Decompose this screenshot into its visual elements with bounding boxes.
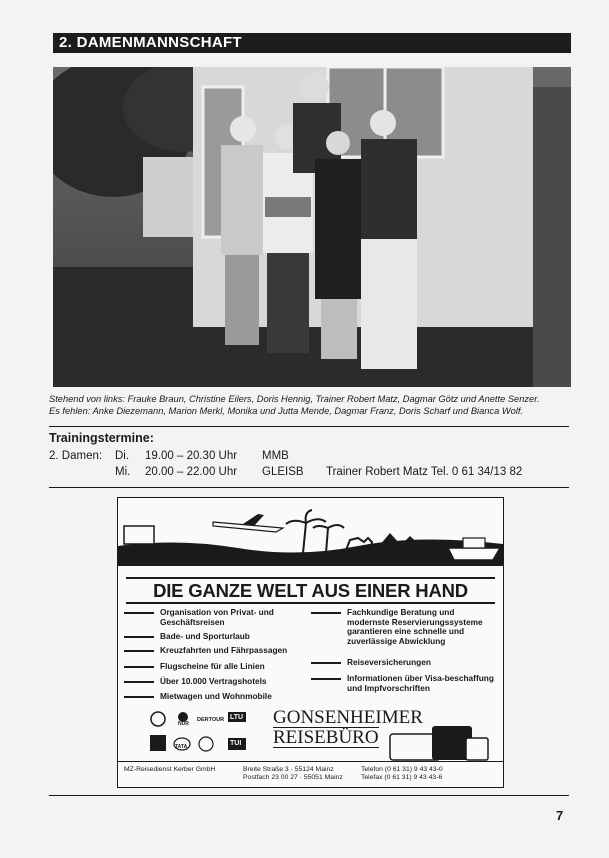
- service-text: Mietwagen und Wohnmobile: [160, 691, 272, 701]
- team-photo-illustration: [53, 67, 571, 387]
- ad-company: MZ-Reisedienst Kerber GmbH: [124, 766, 216, 773]
- logo-tata: TATA: [175, 744, 188, 750]
- training-time: 19.00 – 20.30 Uhr: [145, 450, 238, 462]
- bullet-dash: [124, 681, 154, 683]
- brand-line-1: GONSENHEIMER: [273, 707, 423, 728]
- logo-tui: TUI: [230, 740, 242, 747]
- page-number: 7: [556, 808, 564, 823]
- service-item: [124, 632, 314, 644]
- service-item: [311, 608, 499, 648]
- travel-scene-illustration: [118, 498, 503, 573]
- address-postbox: Postfach 23 00 27 · 55051 Mainz: [243, 774, 343, 781]
- ad-phone: Telefon (0 61 31) 9 43 43-0: [361, 766, 443, 773]
- logo-nur: NUR: [178, 721, 189, 727]
- service-item: [124, 608, 314, 628]
- service-item: [124, 692, 314, 704]
- headline-rule: [126, 602, 495, 604]
- training-time: 20.00 – 22.00 Uhr: [145, 466, 238, 478]
- section-title: 2. DAMENMANNSCHAFT: [59, 34, 242, 51]
- service-text: Kreuzfahrten und Fährpassagen: [160, 645, 288, 655]
- training-team: 2. Damen:: [49, 450, 103, 462]
- headline-rule: [126, 577, 495, 579]
- training-place: MMB: [262, 450, 289, 462]
- footer-divider: [118, 761, 503, 762]
- brand-line-2: REISEBÜRO: [273, 727, 379, 748]
- service-item: [311, 674, 499, 696]
- training-title: Trainingstermine:: [49, 431, 154, 445]
- service-item: [124, 646, 314, 658]
- service-item: [124, 662, 314, 674]
- service-item: [124, 677, 314, 689]
- address-street: Breite Straße 3 · 55124 Mainz: [243, 766, 334, 773]
- training-note: Trainer Robert Matz Tel. 0 61 34/13 82: [326, 466, 523, 478]
- caption-line-2: Es fehlen: Anke Diezemann, Marion Merkl, Monika und Jutta Mende, Dagmar Franz, Doris Scharf und Bianca Wolf.: [49, 406, 524, 416]
- bullet-dash: [311, 678, 341, 680]
- training-place: GLEISB: [262, 466, 304, 478]
- bullet-dash: [124, 696, 154, 698]
- ad-headline: DIE GANZE WELT AUS EINER HAND: [153, 580, 468, 601]
- photo-caption: [49, 393, 579, 417]
- training-day: Mi.: [115, 466, 131, 478]
- bullet-dash: [311, 612, 341, 614]
- ad-address: [243, 766, 343, 782]
- service-text: Flugscheine für alle Linien: [160, 661, 265, 671]
- caption-line-1: Stehend von links: Frauke Braun, Christine Eilers, Doris Hennig, Trainer Robert Matz, Dagmar Götz und Anette Senzer.: [49, 394, 540, 404]
- service-text: Organisation von Privat- und Geschäftsreisen: [160, 607, 274, 627]
- training-day: Di.: [115, 450, 130, 462]
- service-text: Reiseversicherungen: [347, 657, 431, 667]
- logo-ltu: LTU: [230, 714, 244, 721]
- bullet-dash: [311, 662, 341, 664]
- travel-agency-ad: [117, 497, 504, 788]
- service-text: Informationen über Visa-beschaffung und Impfvorschriften: [347, 673, 494, 693]
- divider: [49, 487, 569, 488]
- bullet-dash: [124, 650, 154, 652]
- divider: [49, 795, 569, 796]
- service-item: [311, 658, 499, 670]
- team-photo: [53, 67, 571, 387]
- logo-dertour: DERTOUR: [197, 717, 225, 723]
- bullet-dash: [124, 636, 154, 638]
- service-text: Fachkundige Beratung und modernste Reservierungssysteme garantieren eine schnelle und zuverlässige Abwicklung: [347, 607, 483, 646]
- bullet-dash: [124, 666, 154, 668]
- section-header: [53, 33, 571, 53]
- divider: [49, 426, 569, 427]
- bullet-dash: [124, 612, 154, 614]
- luggage-illustration: [386, 720, 491, 765]
- ad-fax: Telefax (0 61 31) 9 43 43-6: [361, 774, 443, 781]
- service-text: Über 10.000 Vertragshotels: [160, 676, 267, 686]
- service-text: Bade- und Sporturlaub: [160, 631, 250, 641]
- ad-contact: [361, 766, 443, 782]
